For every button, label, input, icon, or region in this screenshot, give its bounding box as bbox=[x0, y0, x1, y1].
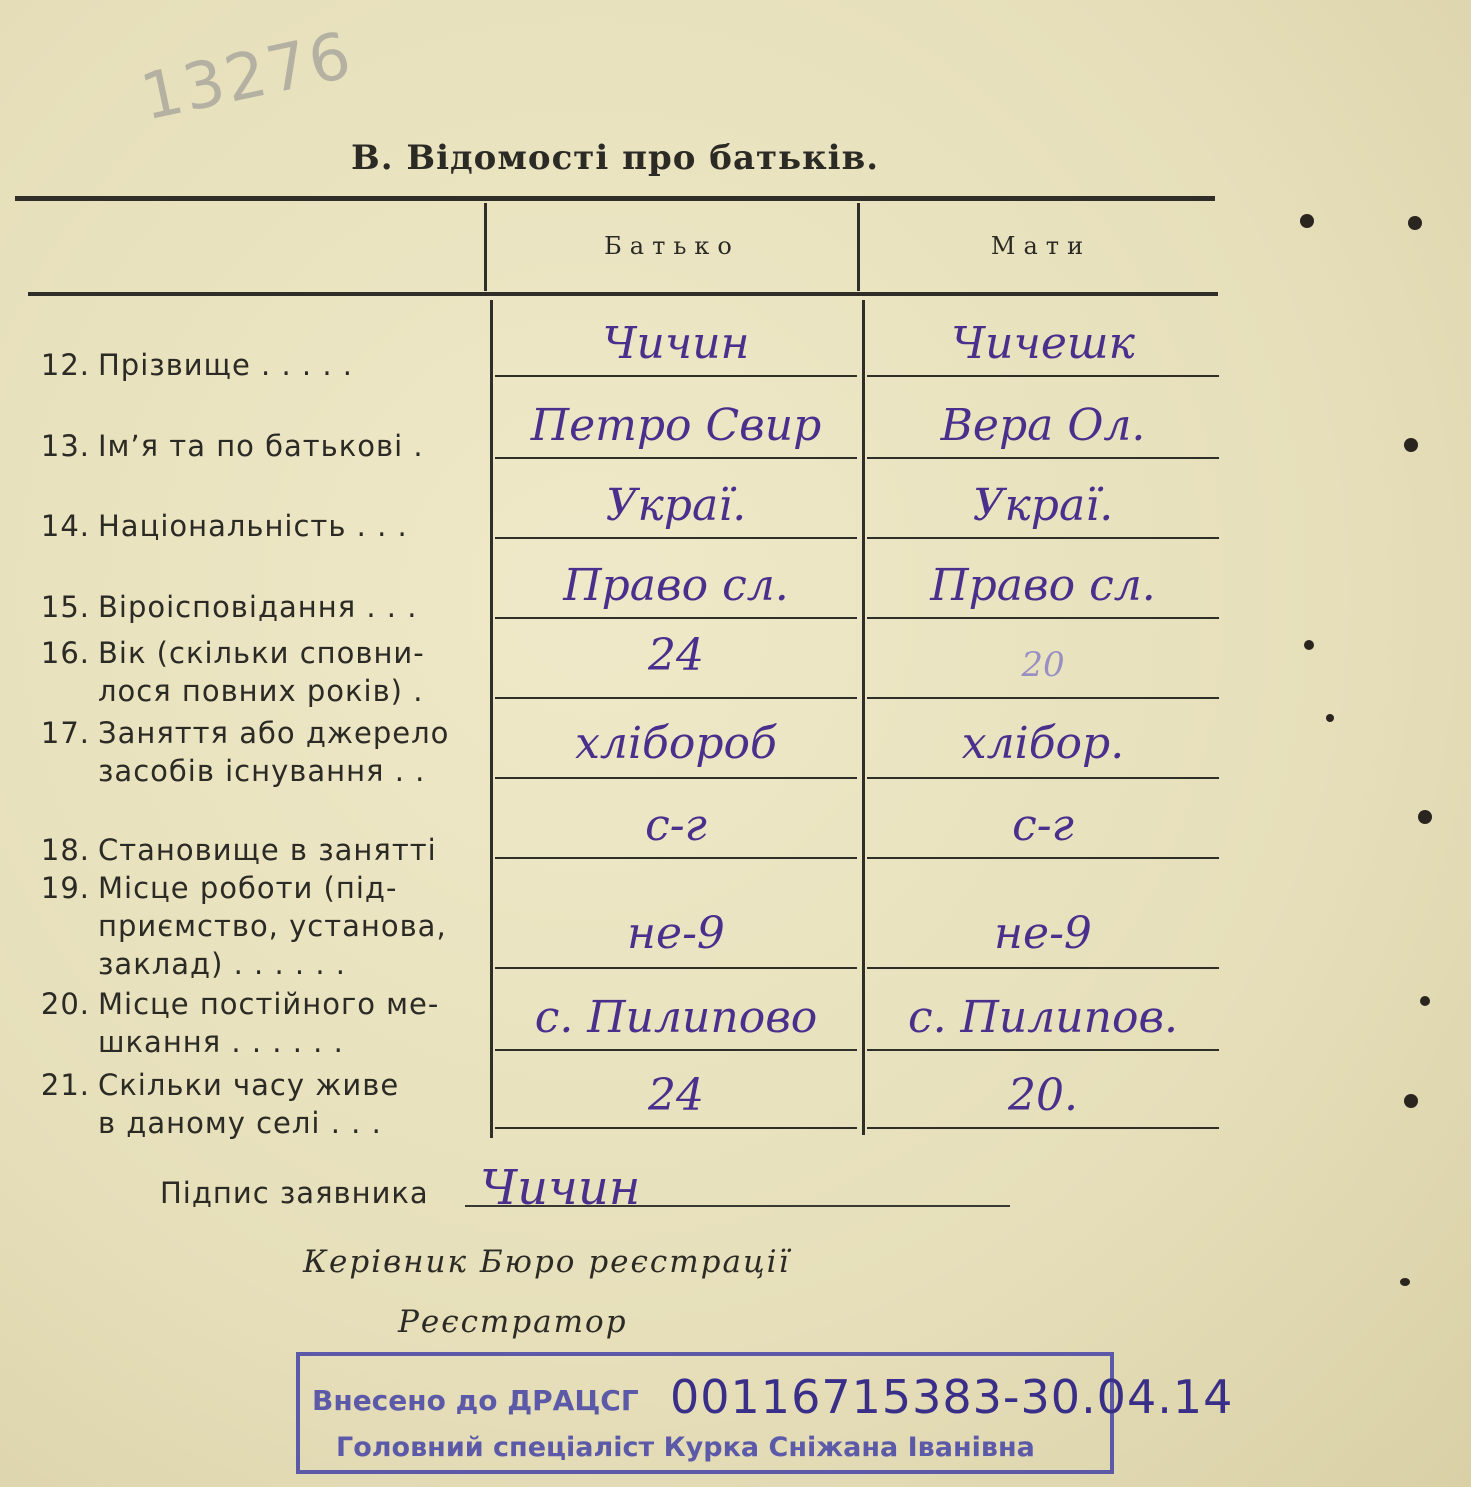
stamp-line-2: Головний спеціаліст Курка Сніжана Іванівна bbox=[336, 1432, 1035, 1463]
row-line bbox=[495, 967, 857, 969]
row-label-residence: 20. Місце постійного ме- шкання . . . . . . bbox=[18, 985, 473, 1061]
mother-workplace: не-9 bbox=[994, 908, 1092, 959]
row-line bbox=[495, 1127, 857, 1129]
father-age: 24 bbox=[648, 630, 704, 681]
mother-name: Вера Ол. bbox=[940, 400, 1146, 451]
row-line bbox=[867, 537, 1219, 539]
row-line bbox=[867, 617, 1219, 619]
applicant-signature: Чичин bbox=[480, 1160, 641, 1216]
mother-duration: 20. bbox=[1008, 1070, 1078, 1121]
row-number: 20. bbox=[40, 987, 90, 1021]
column-header-father: Батько bbox=[604, 232, 740, 260]
header-divider-left bbox=[484, 203, 487, 291]
father-occupation: хлібороб bbox=[575, 718, 777, 769]
mother-position: с-г bbox=[1012, 800, 1074, 851]
stamp-line-1: Внесено до ДРАЦСГ bbox=[312, 1384, 639, 1417]
row-line bbox=[867, 857, 1219, 859]
row-line bbox=[867, 777, 1219, 779]
father-surname: Чичин bbox=[602, 318, 750, 369]
binding-hole bbox=[1404, 1094, 1418, 1108]
row-number: 19. bbox=[40, 871, 90, 905]
row-line bbox=[495, 617, 857, 619]
father-name: Петро Свир bbox=[530, 400, 822, 451]
row-line bbox=[495, 537, 857, 539]
row-label-age: 16. Вік (скільки сповни- лося повних років) . bbox=[18, 634, 473, 710]
mother-age: 20 bbox=[1021, 645, 1065, 685]
father-nationality: Украї. bbox=[605, 480, 747, 531]
table-top-rule bbox=[15, 196, 1215, 201]
row-number: 21. bbox=[40, 1068, 90, 1102]
section-title: В. Відомості про батьків. bbox=[350, 138, 880, 178]
row-number: 12. bbox=[40, 348, 90, 382]
binding-hole bbox=[1326, 714, 1334, 722]
column-divider-middle bbox=[862, 300, 865, 1135]
binding-hole bbox=[1408, 216, 1422, 230]
row-label-position: 18. Становище в занятті bbox=[18, 831, 473, 869]
mother-religion: Право сл. bbox=[930, 560, 1156, 611]
row-line bbox=[867, 1049, 1219, 1051]
father-position: с-г bbox=[645, 800, 707, 851]
row-label-surname: 12. Прізвище . . . . . bbox=[18, 346, 473, 384]
row-line bbox=[495, 375, 857, 377]
row-number: 14. bbox=[40, 509, 90, 543]
binding-hole bbox=[1418, 810, 1432, 824]
binding-hole bbox=[1420, 996, 1430, 1006]
father-religion: Право сл. bbox=[563, 560, 789, 611]
signature-label: Підпис заявника bbox=[160, 1176, 429, 1210]
pencil-note: 13276 bbox=[134, 18, 359, 136]
mother-surname: Чичешк bbox=[951, 318, 1135, 369]
stamp-handwritten-number: 00116715383-30.04.14 bbox=[670, 1370, 1234, 1424]
row-label-workplace: 19. Місце роботи (під- приємство, установа, заклад) . . . . . . bbox=[18, 869, 473, 983]
row-line bbox=[495, 857, 857, 859]
row-number: 17. bbox=[40, 716, 90, 750]
father-duration: 24 bbox=[648, 1070, 704, 1121]
row-label-occupation: 17. Заняття або джерело засобів існування . . bbox=[18, 714, 473, 790]
row-line bbox=[495, 777, 857, 779]
row-number: 16. bbox=[40, 636, 90, 670]
registrar-label: Реєстратор bbox=[398, 1304, 628, 1340]
head-of-bureau-label: Керівник Бюро реєстрації bbox=[303, 1244, 791, 1280]
father-residence: с. Пилипово bbox=[534, 992, 818, 1043]
row-number: 13. bbox=[40, 429, 90, 463]
row-number: 18. bbox=[40, 833, 90, 867]
row-line bbox=[867, 457, 1219, 459]
row-line bbox=[495, 697, 857, 699]
binding-hole bbox=[1400, 1278, 1410, 1286]
row-line bbox=[867, 967, 1219, 969]
row-line bbox=[867, 375, 1219, 377]
row-label-name-patronymic: 13. Ім’я та по батькові . bbox=[18, 427, 473, 465]
binding-hole bbox=[1404, 438, 1418, 452]
row-label-religion: 15. Віроісповідання . . . bbox=[18, 588, 473, 626]
row-label-nationality: 14. Національність . . . bbox=[18, 507, 473, 545]
column-divider-left bbox=[490, 300, 493, 1138]
mother-residence: с. Пилипов. bbox=[907, 992, 1179, 1043]
header-divider-middle bbox=[857, 203, 860, 291]
row-label-duration: 21. Скільки часу живе в даному селі . . . bbox=[18, 1066, 473, 1142]
father-workplace: не-9 bbox=[627, 908, 725, 959]
binding-hole bbox=[1300, 214, 1314, 228]
column-header-mother: Мати bbox=[990, 232, 1092, 260]
binding-hole bbox=[1304, 640, 1314, 650]
mother-nationality: Украї. bbox=[972, 480, 1114, 531]
row-number: 15. bbox=[40, 590, 90, 624]
row-line bbox=[867, 1127, 1219, 1129]
mother-occupation: хлібор. bbox=[961, 718, 1125, 769]
row-line bbox=[495, 457, 857, 459]
header-bottom-rule bbox=[28, 292, 1218, 296]
row-line bbox=[867, 697, 1219, 699]
row-line bbox=[495, 1049, 857, 1051]
